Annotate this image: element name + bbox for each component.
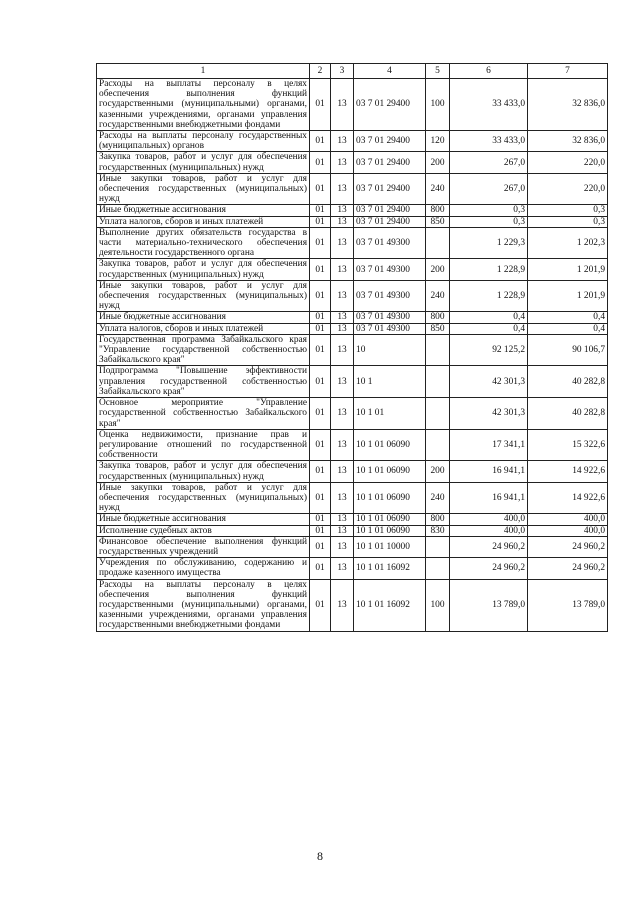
subsection-code-cell: 13 [331, 334, 354, 366]
amount-col7-cell: 400,0 [528, 525, 608, 536]
amount-col7-cell: 220,0 [528, 152, 608, 173]
expense-type-cell [426, 536, 450, 557]
target-article-cell: 03 7 01 29400 [354, 79, 426, 131]
expense-type-cell [426, 334, 450, 366]
table-row [97, 579, 608, 631]
section-code-cell: 01 [310, 579, 331, 631]
section-code-cell: 01 [310, 205, 331, 216]
section-code-cell: 01 [310, 398, 331, 430]
row-name-cell: Иные закупки товаров, работ и услуг для обеспечения государственных (муниципальных) нужд [97, 280, 310, 312]
section-code-cell: 01 [310, 536, 331, 557]
target-article-cell: 10 1 01 16092 [354, 579, 426, 631]
column-header-1: 1 [97, 64, 310, 79]
subsection-code-cell: 13 [331, 579, 354, 631]
target-article-cell: 10 1 01 06090 [354, 461, 426, 482]
column-header-2: 2 [310, 64, 331, 79]
target-article-cell: 03 7 01 49300 [354, 227, 426, 259]
row-name-cell: Государственная программа Забайкальского края "Управление государственной собственностью Забайкальского края" [97, 334, 310, 366]
subsection-code-cell: 13 [331, 514, 354, 525]
target-article-cell: 10 1 01 10000 [354, 536, 426, 557]
header-row [97, 64, 608, 79]
table-row [97, 514, 608, 525]
expense-type-cell: 100 [426, 79, 450, 131]
expense-type-cell: 100 [426, 579, 450, 631]
section-code-cell: 01 [310, 558, 331, 579]
target-article-cell: 10 1 01 06090 [354, 482, 426, 514]
row-name-cell: Финансовое обеспечение выполнения функций государственных учреждений [97, 536, 310, 557]
table-row [97, 79, 608, 131]
column-header-4: 4 [354, 64, 426, 79]
section-code-cell: 01 [310, 173, 331, 205]
budget-document-page [96, 63, 607, 632]
target-article-cell: 03 7 01 29400 [354, 205, 426, 216]
amount-col7-cell: 0,3 [528, 216, 608, 227]
expense-type-cell: 850 [426, 323, 450, 334]
subsection-code-cell: 13 [331, 525, 354, 536]
amount-col6-cell: 1 228,9 [450, 259, 528, 280]
amount-col7-cell: 1 201,9 [528, 259, 608, 280]
amount-col6-cell: 16 941,1 [450, 461, 528, 482]
amount-col7-cell: 14 922,6 [528, 461, 608, 482]
amount-col6-cell: 16 941,1 [450, 482, 528, 514]
section-code-cell: 01 [310, 429, 331, 461]
row-name-cell: Уплата налогов, сборов и иных платежей [97, 216, 310, 227]
section-code-cell: 01 [310, 323, 331, 334]
column-header-5: 5 [426, 64, 450, 79]
amount-col6-cell: 1 229,3 [450, 227, 528, 259]
amount-col7-cell: 0,4 [528, 323, 608, 334]
expense-type-cell: 800 [426, 514, 450, 525]
table-row [97, 334, 608, 366]
target-article-cell: 10 1 01 16092 [354, 558, 426, 579]
target-article-cell: 10 1 [354, 366, 426, 398]
amount-col7-cell: 24 960,2 [528, 536, 608, 557]
expense-type-cell: 240 [426, 482, 450, 514]
page-number: 8 [317, 849, 323, 863]
target-article-cell: 03 7 01 29400 [354, 131, 426, 152]
target-article-cell: 10 1 01 06090 [354, 429, 426, 461]
section-code-cell: 01 [310, 79, 331, 131]
amount-col6-cell: 42 301,3 [450, 366, 528, 398]
amount-col7-cell: 1 202,3 [528, 227, 608, 259]
amount-col6-cell: 24 960,2 [450, 536, 528, 557]
amount-col6-cell: 0,3 [450, 216, 528, 227]
expense-type-cell [426, 227, 450, 259]
table-body [97, 79, 608, 632]
table-row [97, 482, 608, 514]
subsection-code-cell: 13 [331, 227, 354, 259]
table-row [97, 216, 608, 227]
table-row [97, 323, 608, 334]
column-header-3: 3 [331, 64, 354, 79]
amount-col7-cell: 13 789,0 [528, 579, 608, 631]
amount-col7-cell: 40 282,8 [528, 398, 608, 430]
amount-col7-cell: 90 106,7 [528, 334, 608, 366]
table-row [97, 525, 608, 536]
amount-col7-cell: 220,0 [528, 173, 608, 205]
row-name-cell: Исполнение судебных актов [97, 525, 310, 536]
table-row [97, 366, 608, 398]
row-name-cell: Расходы на выплаты персоналу в целях обеспечения выполнения функций государственными (муниципальными) органами, казенными учреждениями, органами управления государственными внебюджетными фондами [97, 79, 310, 131]
table-row [97, 536, 608, 557]
subsection-code-cell: 13 [331, 558, 354, 579]
row-name-cell: Закупка товаров, работ и услуг для обеспечения государственных (муниципальных) нужд [97, 461, 310, 482]
amount-col7-cell: 400,0 [528, 514, 608, 525]
subsection-code-cell: 13 [331, 536, 354, 557]
amount-col7-cell: 15 322,6 [528, 429, 608, 461]
table-row [97, 131, 608, 152]
section-code-cell: 01 [310, 280, 331, 312]
section-code-cell: 01 [310, 152, 331, 173]
subsection-code-cell: 13 [331, 205, 354, 216]
row-name-cell: Иные бюджетные ассигнования [97, 205, 310, 216]
amount-col6-cell: 0,4 [450, 323, 528, 334]
table-row [97, 173, 608, 205]
table-row [97, 558, 608, 579]
section-code-cell: 01 [310, 334, 331, 366]
section-code-cell: 01 [310, 482, 331, 514]
section-code-cell: 01 [310, 216, 331, 227]
section-code-cell: 01 [310, 259, 331, 280]
amount-col6-cell: 24 960,2 [450, 558, 528, 579]
amount-col7-cell: 1 201,9 [528, 280, 608, 312]
target-article-cell: 10 1 01 06090 [354, 514, 426, 525]
row-name-cell: Закупка товаров, работ и услуг для обеспечения государственных (муниципальных) нужд [97, 259, 310, 280]
expense-type-cell: 850 [426, 216, 450, 227]
subsection-code-cell: 13 [331, 173, 354, 205]
subsection-code-cell: 13 [331, 259, 354, 280]
table-row [97, 205, 608, 216]
row-name-cell: Расходы на выплаты персоналу в целях обеспечения выполнения функций государственными (муниципальными) органами, казенными учреждениями, органами управления государственными внебюджетными фондами [97, 579, 310, 631]
subsection-code-cell: 13 [331, 398, 354, 430]
budget-table [96, 63, 608, 632]
expense-type-cell: 200 [426, 259, 450, 280]
subsection-code-cell: 13 [331, 131, 354, 152]
expense-type-cell: 120 [426, 131, 450, 152]
amount-col6-cell: 0,4 [450, 312, 528, 323]
row-name-cell: Оценка недвижимости, признание прав и регулирование отношений по государственной собственности [97, 429, 310, 461]
section-code-cell: 01 [310, 366, 331, 398]
target-article-cell: 10 1 01 06090 [354, 525, 426, 536]
row-name-cell: Подпрограмма "Повышение эффективности управления государственной собственностью Забайкальского края" [97, 366, 310, 398]
row-name-cell: Учреждения по обслуживанию, содержанию и продаже казенного имущества [97, 558, 310, 579]
row-name-cell: Расходы на выплаты персоналу государственных (муниципальных) органов [97, 131, 310, 152]
expense-type-cell: 240 [426, 173, 450, 205]
amount-col7-cell: 40 282,8 [528, 366, 608, 398]
row-name-cell: Закупка товаров, работ и услуг для обеспечения государственных (муниципальных) нужд [97, 152, 310, 173]
section-code-cell: 01 [310, 525, 331, 536]
expense-type-cell: 240 [426, 280, 450, 312]
expense-type-cell: 830 [426, 525, 450, 536]
subsection-code-cell: 13 [331, 216, 354, 227]
amount-col6-cell: 1 228,9 [450, 280, 528, 312]
column-header-7: 7 [528, 64, 608, 79]
amount-col7-cell: 14 922,6 [528, 482, 608, 514]
subsection-code-cell: 13 [331, 79, 354, 131]
amount-col6-cell: 92 125,2 [450, 334, 528, 366]
target-article-cell: 03 7 01 49300 [354, 280, 426, 312]
row-name-cell: Уплата налогов, сборов и иных платежей [97, 323, 310, 334]
amount-col7-cell: 24 960,2 [528, 558, 608, 579]
expense-type-cell [426, 398, 450, 430]
target-article-cell: 10 [354, 334, 426, 366]
amount-col6-cell: 42 301,3 [450, 398, 528, 430]
section-code-cell: 01 [310, 312, 331, 323]
row-name-cell: Иные бюджетные ассигнования [97, 514, 310, 525]
row-name-cell: Основное мероприятие "Управление государственной собственностью Забайкальского края" [97, 398, 310, 430]
amount-col6-cell: 267,0 [450, 152, 528, 173]
subsection-code-cell: 13 [331, 429, 354, 461]
target-article-cell: 03 7 01 49300 [354, 323, 426, 334]
amount-col6-cell: 17 341,1 [450, 429, 528, 461]
table-row [97, 312, 608, 323]
target-article-cell: 03 7 01 49300 [354, 312, 426, 323]
expense-type-cell [426, 558, 450, 579]
expense-type-cell [426, 366, 450, 398]
target-article-cell: 03 7 01 29400 [354, 216, 426, 227]
row-name-cell: Иные закупки товаров, работ и услуг для обеспечения государственных (муниципальных) нужд [97, 173, 310, 205]
target-article-cell: 03 7 01 49300 [354, 259, 426, 280]
amount-col6-cell: 33 433,0 [450, 79, 528, 131]
column-header-6: 6 [450, 64, 528, 79]
amount-col6-cell: 400,0 [450, 514, 528, 525]
row-name-cell: Иные бюджетные ассигнования [97, 312, 310, 323]
amount-col6-cell: 13 789,0 [450, 579, 528, 631]
table-row [97, 259, 608, 280]
expense-type-cell: 800 [426, 312, 450, 323]
table-row [97, 398, 608, 430]
subsection-code-cell: 13 [331, 280, 354, 312]
subsection-code-cell: 13 [331, 461, 354, 482]
amount-col6-cell: 0,3 [450, 205, 528, 216]
amount-col6-cell: 267,0 [450, 173, 528, 205]
expense-type-cell [426, 429, 450, 461]
section-code-cell: 01 [310, 514, 331, 525]
table-row [97, 152, 608, 173]
section-code-cell: 01 [310, 227, 331, 259]
table-row [97, 461, 608, 482]
amount-col7-cell: 32 836,0 [528, 79, 608, 131]
target-article-cell: 10 1 01 [354, 398, 426, 430]
row-name-cell: Иные закупки товаров, работ и услуг для обеспечения государственных (муниципальных) нужд [97, 482, 310, 514]
subsection-code-cell: 13 [331, 152, 354, 173]
expense-type-cell: 200 [426, 461, 450, 482]
row-name-cell: Выполнение других обязательств государства в части материально-технического обеспечения деятельности государственного органа [97, 227, 310, 259]
subsection-code-cell: 13 [331, 323, 354, 334]
subsection-code-cell: 13 [331, 366, 354, 398]
expense-type-cell: 200 [426, 152, 450, 173]
expense-type-cell: 800 [426, 205, 450, 216]
target-article-cell: 03 7 01 29400 [354, 152, 426, 173]
table-row [97, 429, 608, 461]
table-row [97, 227, 608, 259]
subsection-code-cell: 13 [331, 482, 354, 514]
section-code-cell: 01 [310, 131, 331, 152]
table-row [97, 280, 608, 312]
section-code-cell: 01 [310, 461, 331, 482]
amount-col7-cell: 0,4 [528, 312, 608, 323]
subsection-code-cell: 13 [331, 312, 354, 323]
target-article-cell: 03 7 01 29400 [354, 173, 426, 205]
amount-col6-cell: 400,0 [450, 525, 528, 536]
amount-col7-cell: 32 836,0 [528, 131, 608, 152]
amount-col7-cell: 0,3 [528, 205, 608, 216]
amount-col6-cell: 33 433,0 [450, 131, 528, 152]
